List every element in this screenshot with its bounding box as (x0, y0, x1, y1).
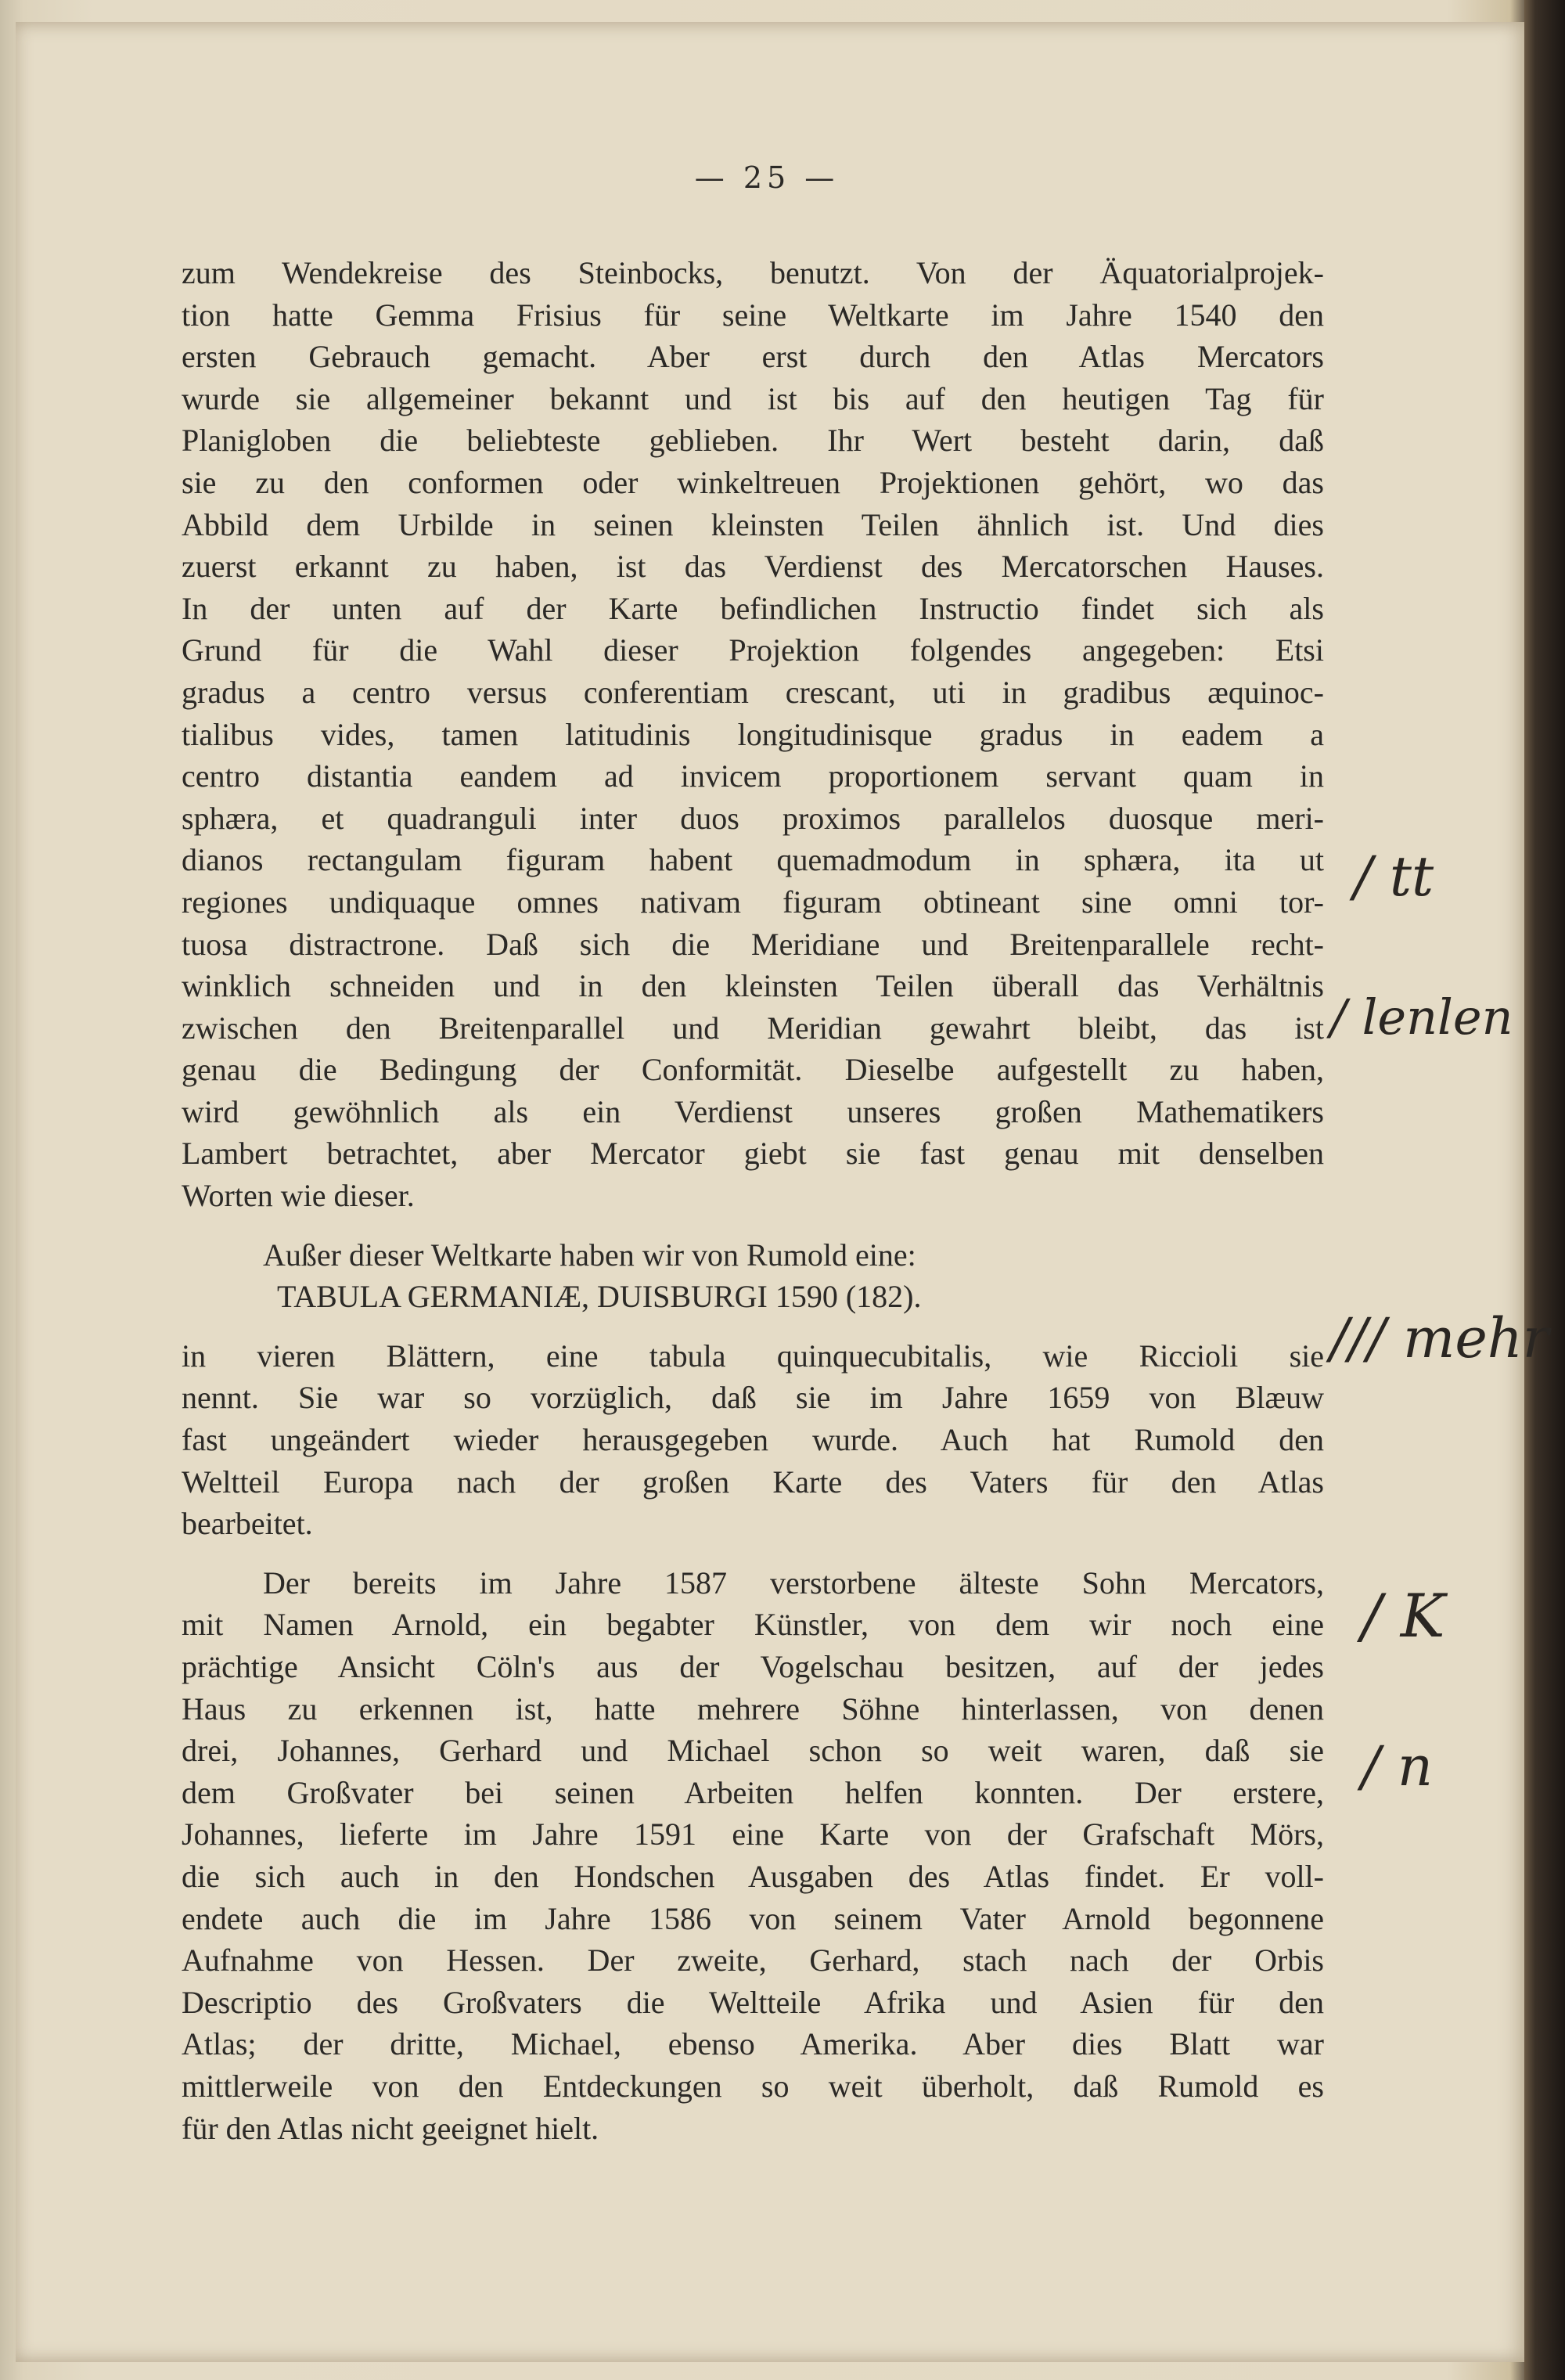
text-line: zwischen den Breitenparallel und Meridian gewahrt bleibt, das ist (182, 1010, 1324, 1046)
text-line: sie zu den conformen oder winkeltreuen Projektionen gehört, wo das (182, 464, 1324, 500)
text-line: mittlerweile von den Entdeckungen so weit überholt, daß Rumold es (182, 2068, 1324, 2104)
text-line: Haus zu erkennen ist, hatte mehrere Söhne hinterlassen, von denen (182, 1690, 1324, 1726)
text-line: nennt. Sie war so vorzüglich, daß sie im Jahre 1659 von Blæuw (182, 1380, 1324, 1416)
margin-correction-note: / n (1362, 1734, 1433, 1799)
text-line: wird gewöhnlich als ein Verdienst unseres großen Mathematikers (182, 1093, 1324, 1129)
text-line: mit Namen Arnold, ein begabter Künstler, von dem wir noch eine (182, 1607, 1324, 1643)
text-line: Weltteil Europa nach der großen Karte des Vaters für den Atlas (182, 1464, 1324, 1500)
text-line: dianos rectangulam figuram habent quemadmodum in sphæra, ita ut (182, 842, 1324, 878)
paragraph-gap (182, 1318, 1324, 1335)
text-line: In der unten auf der Karte befindlichen Instructio findet sich als (182, 590, 1324, 626)
text-line: gradus a centro versus conferentiam crescant, uti in gradibus æquinoc- (182, 674, 1324, 710)
text-line: Grund für die Wahl dieser Projektion folgendes angegeben: Etsi (182, 632, 1324, 668)
margin-correction-note: / K (1362, 1581, 1445, 1651)
text-line: Aufnahme von Hessen. Der zweite, Gerhard, stach nach der Orbis (182, 1943, 1324, 1979)
text-line: zuerst erkannt zu haben, ist das Verdienst des Mercatorschen Hauses. (182, 549, 1324, 585)
text-line: winklich schneiden und in den kleinsten Teilen überall das Verhältnis (182, 968, 1324, 1004)
text-line: Atlas; der dritte, Michael, ebenso Amerika. Aber dies Blatt war (182, 2026, 1324, 2062)
text-line: genau die Bedingung der Conformität. Dieselbe aufgestellt zu haben, (182, 1052, 1324, 1088)
text-line: Planigloben die beliebteste geblieben. Ihr Wert besteht darin, daß (182, 423, 1324, 459)
text-line: drei, Johannes, Gerhard und Michael schon so weit waren, daß sie (182, 1733, 1324, 1769)
text-line: Descriptio des Großvaters die Weltteile Afrika und Asien für den (182, 1984, 1324, 2020)
text-line: Johannes, lieferte im Jahre 1591 eine Karte von der Grafschaft Mörs, (182, 1817, 1324, 1853)
body-text (182, 252, 1324, 2149)
text-line: dem Großvater bei seinen Arbeiten helfen konnten. Der erstere, (182, 1774, 1324, 1810)
text-line: die sich auch in den Hondschen Ausgaben des Atlas findet. Er voll- (182, 1858, 1324, 1894)
text-line: tion hatte Gemma Frisius für seine Weltkarte im Jahre 1540 den (182, 297, 1324, 333)
margin-correction-note: /// mehr (1330, 1306, 1549, 1370)
text-line: für den Atlas nicht geeignet hielt. (182, 2110, 599, 2146)
text-line: endete auch die im Jahre 1586 von seinem Vater Arnold begonnene (182, 1900, 1324, 1936)
book-spine-edge (1524, 0, 1565, 2380)
text-line: Außer dieser Weltkarte haben wir von Rumold eine: (263, 1237, 916, 1273)
text-line: sphæra, et quadranguli inter duos proximos parallelos duosque meri- (182, 800, 1324, 836)
text-line: tialibus vides, tamen latitudinis longitudinisque gradus in eadem a (182, 716, 1324, 752)
text-line: tuosa distractrone. Daß sich die Meridiane und Breitenparallele recht- (182, 926, 1324, 962)
page-number: — 25 — (694, 160, 840, 195)
margin-correction-note: / lenlen (1330, 988, 1513, 1046)
text-line: wurde sie allgemeiner bekannt und ist bis auf den heutigen Tag für (182, 380, 1324, 416)
text-line: Worten wie dieser. (182, 1178, 415, 1214)
text-line: zum Wendekreise des Steinbocks, benutzt. Von der Äquatorialprojek- (182, 255, 1324, 290)
map-title-line: TABULA GERMANIÆ, DUISBURGI 1590 (182). (277, 1279, 922, 1315)
text-line: Der bereits im Jahre 1587 verstorbene älteste Sohn Mercators, (263, 1564, 1324, 1600)
text-line: Lambert betrachtet, aber Mercator giebt sie fast genau mit denselben (182, 1136, 1324, 1172)
text-line: in vieren Blättern, eine tabula quinquecubitalis, wie Riccioli sie (182, 1338, 1324, 1374)
text-line: bearbeitet. (182, 1506, 313, 1542)
text-line: ersten Gebrauch gemacht. Aber erst durch den Atlas Mercators (182, 339, 1324, 375)
text-line: prächtige Ansicht Cöln's aus der Vogelschau besitzen, auf der jedes (182, 1649, 1324, 1684)
text-line: regiones undiquaque omnes nativam figuram obtineant sine omni tor- (182, 884, 1324, 920)
margin-correction-note: / tt (1354, 844, 1434, 909)
paragraph-gap (182, 1217, 1324, 1234)
text-line: Abbild dem Urbilde in seinen kleinsten Teilen ähnlich ist. Und dies (182, 506, 1324, 542)
text-line: centro distantia eandem ad invicem proportionem servant quam in (182, 758, 1324, 794)
text-line: fast ungeändert wieder herausgegeben wurde. Auch hat Rumold den (182, 1422, 1324, 1458)
paragraph-gap (182, 1545, 1324, 1562)
